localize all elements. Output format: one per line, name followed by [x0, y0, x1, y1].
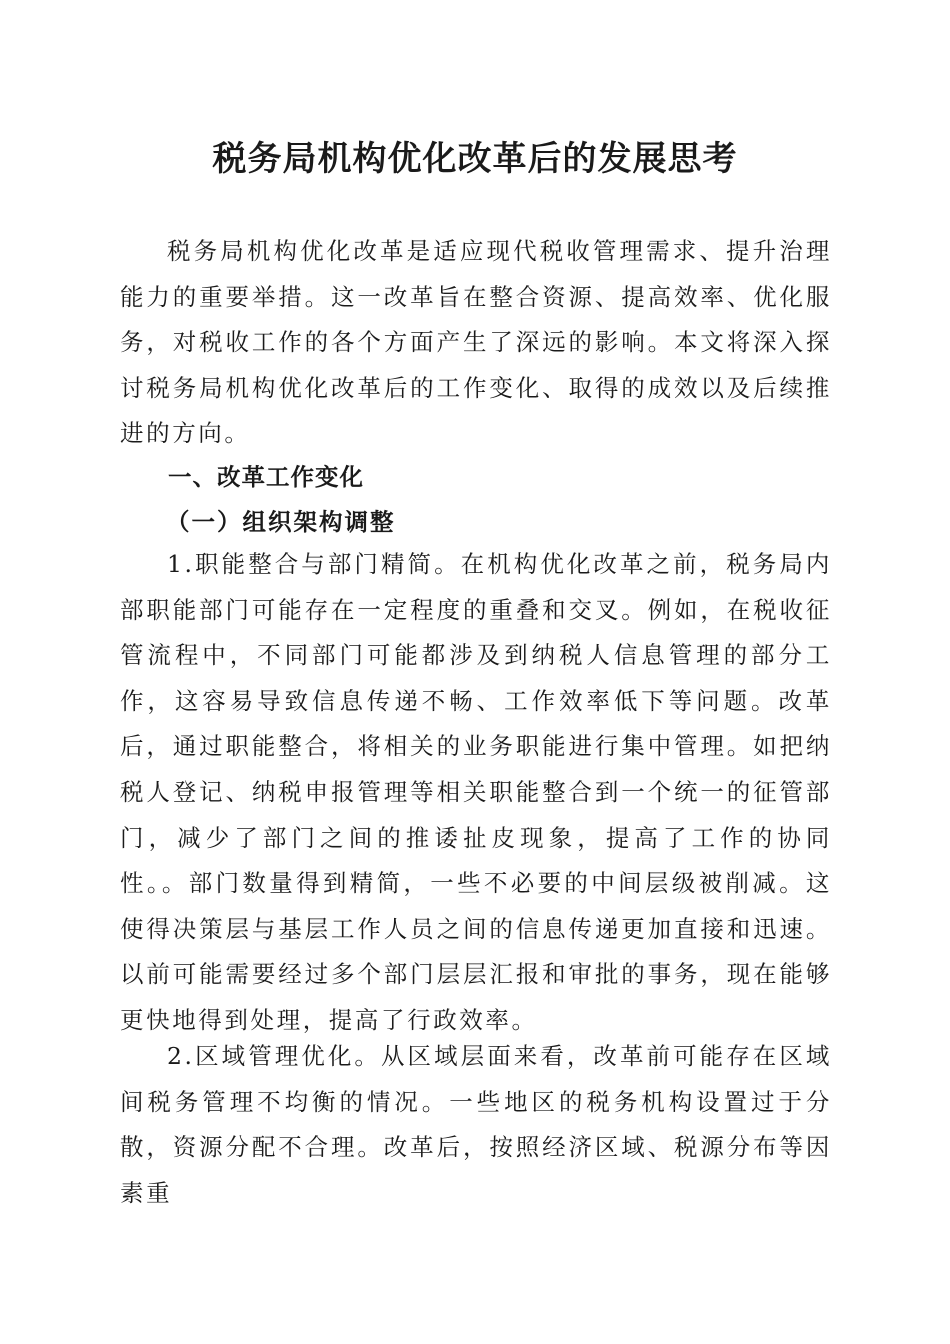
intro-paragraph: 税务局机构优化改革是适应现代税收管理需求、提升治理能力的重要举措。这一改革旨在整合资源、提高效率、优化服务，对税收工作的各个方面产生了深远的影响。本文将深入探讨税务局机构优化改革后的工作变化、取得的成效以及后续推进的方向。	[120, 237, 832, 448]
paragraph-2: 2.区域管理优化。从区域层面来看，改革前可能存在区域间税务管理不均衡的情况。一些地区的税务机构设置过于分散，资源分配不合理。改革后，按照经济区域、税源分布等因素重	[120, 1042, 832, 1207]
paragraph-1: 1.职能整合与部门精简。在机构优化改革之前，税务局内部职能部门可能存在一定程度的重叠和交叉。例如，在税收征管流程中，不同部门可能都涉及到纳税人信息管理的部分工作，这容易导致信息传递不畅、工作效率低下等问题。改革后，通过职能整合，将相关的业务职能进行集中管理。如把纳税人登记、纳税申报管理等相关职能整合到一个统一的征管部门，减少了部门之间的推诿扯皮现象，提高了工作的协同性。。部门数量得到精简，一些不必要的中间层级被削减。这使得决策层与基层工作人员之间的信息传递更加直接和迅速。以前可能需要经过多个部门层层汇报和审批的事务，现在能够更快地得到处理，提高了行政效率。	[120, 550, 832, 1034]
document-title: 税务局机构优化改革后的发展思考	[212, 139, 738, 179]
subsection-heading-1: （一）组织架构调整	[166, 508, 396, 536]
section-heading-1: 一、改革工作变化	[168, 463, 364, 491]
